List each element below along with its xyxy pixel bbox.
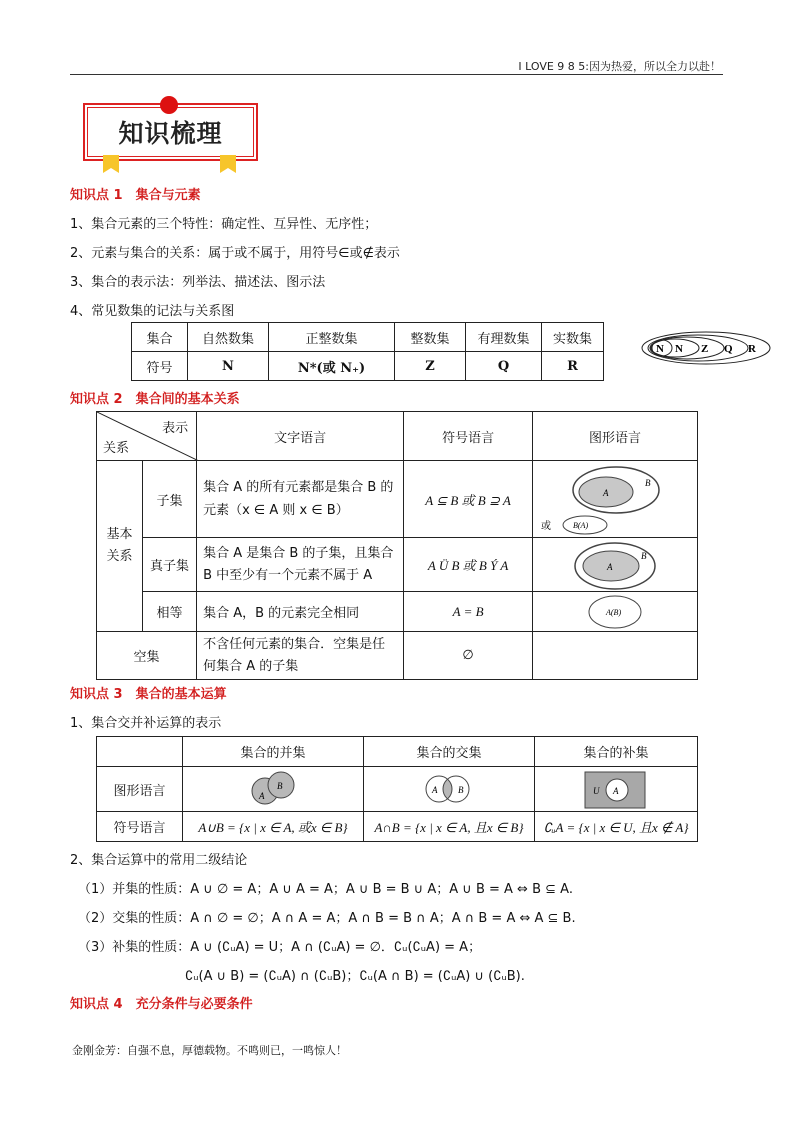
subset-fig-ab: B(A) xyxy=(573,521,589,530)
proper-graph xyxy=(533,538,698,592)
intersection-symbol: A∩B = {x | x ∈ A, 且x ∈ B} xyxy=(364,812,535,842)
union-fig-b: B xyxy=(277,781,283,791)
banner-dot-icon xyxy=(160,96,178,114)
kp1-title: 知识点 1 集合与元素 xyxy=(70,188,201,203)
ns-symbol: N xyxy=(188,352,269,381)
ns-header: 实数集 xyxy=(542,323,604,352)
equal-fig: A(B) xyxy=(606,607,622,617)
proper-name: 真子集 xyxy=(142,538,196,592)
subset-or: 或 xyxy=(541,521,551,532)
ribbon-left-icon xyxy=(103,155,119,173)
subset-name: 子集 xyxy=(142,461,196,538)
empty-name: 空集 xyxy=(97,632,197,680)
nest-label: N xyxy=(656,343,664,355)
union-graph xyxy=(183,767,364,812)
ns-symbol: N*(或 N₊) xyxy=(269,352,395,381)
kp1-line-3: 3、集合的表示法：列举法、描述法、图示法 xyxy=(70,275,326,290)
nest-label: R xyxy=(748,343,756,355)
ns-header: 集合 xyxy=(132,323,188,352)
proper-symbol: A Ü B 或 B Ý A xyxy=(404,538,533,592)
group-label: 基本关系 xyxy=(97,461,143,632)
equal-text: 集合 A，B 的元素完全相同 xyxy=(197,592,404,632)
proper-fig-b: B xyxy=(641,550,647,561)
union-properties: （1）并集的性质：A ∪ ∅ = A；A ∪ A = A；A ∪ B = B ∪ A；A ∪ B = A ⇔ B ⊆ A. xyxy=(78,882,573,897)
corner-bottom: 关系 xyxy=(103,441,130,456)
subset-symbol: A ⊆ B 或 B ⊇ A xyxy=(404,461,533,538)
kp3-title: 知识点 3 集合的基本运算 xyxy=(70,687,227,702)
comp-fig-a: A xyxy=(613,786,619,796)
equal-graph xyxy=(533,592,698,632)
kp1-line-4: 4、常见数集的记法与关系图 xyxy=(70,304,235,319)
inter-fig-a: A xyxy=(432,785,438,795)
ns-symbol: 符号 xyxy=(132,352,188,381)
union-fig-a: A xyxy=(259,791,265,801)
nest-label: N xyxy=(675,343,683,355)
banner-title: 知识梳理 xyxy=(87,107,254,157)
nest-label: Q xyxy=(724,343,733,355)
page-header: I LOVE 9 8 5:因为热爱，所以全力以赴！ xyxy=(518,60,721,73)
empty-graph xyxy=(533,632,698,680)
relations-corner xyxy=(97,412,197,461)
complement-properties-cont: ∁ᵤ(A ∪ B) = (∁ᵤA) ∩ (∁ᵤB)；∁ᵤ(A ∩ B) = (∁ᵤA) ∪ (∁ᵤB). xyxy=(185,969,525,984)
subset-fig-b: B xyxy=(645,478,651,488)
page-footer: 金刚金芳：自强不息，厚德载物。不鸣则已，一鸣惊人！ xyxy=(72,1044,347,1057)
union-symbol: A∪B = {x | x ∈ A, 或x ∈ B} xyxy=(183,812,364,842)
equal-name: 相等 xyxy=(142,592,196,632)
col-symbol-header: 符号语言 xyxy=(404,412,533,461)
ops-row-graph: 图形语言 xyxy=(97,767,183,812)
ops-header: 集合的补集 xyxy=(535,737,698,767)
proper-text: 集合 A 是集合 B 的子集，且集合 B 中至少有一个元素不属于 A xyxy=(197,538,404,592)
relations-table xyxy=(96,411,698,680)
subset-fig-a: A xyxy=(603,488,609,498)
complement-properties: （3）补集的性质：A ∪ (∁ᵤA) = U；A ∩ (∁ᵤA) = ∅．∁ᵤ(∁ᵤA) = A； xyxy=(78,940,482,955)
ns-header: 正整数集 xyxy=(269,323,395,352)
kp4-title: 知识点 4 充分条件与必要条件 xyxy=(70,997,253,1012)
kp1-line-2: 2、元素与集合的关系：属于或不属于，用符号∈或∉表示 xyxy=(70,246,400,261)
kp3-sub2: 2、集合运算中的常用二级结论 xyxy=(70,853,248,868)
ribbon-right-icon xyxy=(220,155,236,173)
ns-header: 有理数集 xyxy=(466,323,542,352)
col-graph-header: 图形语言 xyxy=(533,412,698,461)
subset-text: 集合 A 的所有元素都是集合 B 的元素（x ∈ A 则 x ∈ B） xyxy=(197,461,404,538)
operations-table xyxy=(96,736,698,842)
ops-header: 集合的并集 xyxy=(183,737,364,767)
kp3-sub1: 1、集合交并补运算的表示 xyxy=(70,716,222,731)
equal-symbol: A = B xyxy=(404,592,533,632)
ops-row-symbol: 符号语言 xyxy=(97,812,183,842)
nest-label: Z xyxy=(701,343,709,355)
kp1-line-1: 1、集合元素的三个特性：确定性、互异性、无序性； xyxy=(70,217,378,232)
subset-graph xyxy=(533,461,698,538)
kp2-title: 知识点 2 集合间的基本关系 xyxy=(70,392,240,407)
empty-text: 不含任何元素的集合．空集是任何集合 A 的子集 xyxy=(197,632,404,680)
comp-fig-u: U xyxy=(593,786,600,796)
header-rule xyxy=(70,74,723,75)
ns-symbol: Q xyxy=(466,352,542,381)
complement-graph xyxy=(535,767,698,812)
corner-top: 表示 xyxy=(162,421,189,436)
complement-symbol: ∁ᵤA = {x | x ∈ U, 且x ∉ A} xyxy=(535,812,698,842)
ns-symbol: R xyxy=(542,352,604,381)
number-sets-table xyxy=(131,322,604,381)
empty-symbol: ∅ xyxy=(404,632,533,680)
inter-fig-b: B xyxy=(458,785,464,795)
ns-symbol: Z xyxy=(395,352,466,381)
proper-fig-a: A xyxy=(607,561,613,572)
ops-header: 集合的交集 xyxy=(364,737,535,767)
col-text-header: 文字语言 xyxy=(197,412,404,461)
intersection-properties: （2）交集的性质：A ∩ ∅ = ∅；A ∩ A = A；A ∩ B = B ∩ A；A ∩ B = A ⇔ A ⊆ B. xyxy=(78,911,576,926)
number-set-nesting-diagram xyxy=(640,330,772,366)
ops-header xyxy=(97,737,183,767)
ns-header: 自然数集 xyxy=(188,323,269,352)
ns-header: 整数集 xyxy=(395,323,466,352)
intersection-graph xyxy=(364,767,535,812)
